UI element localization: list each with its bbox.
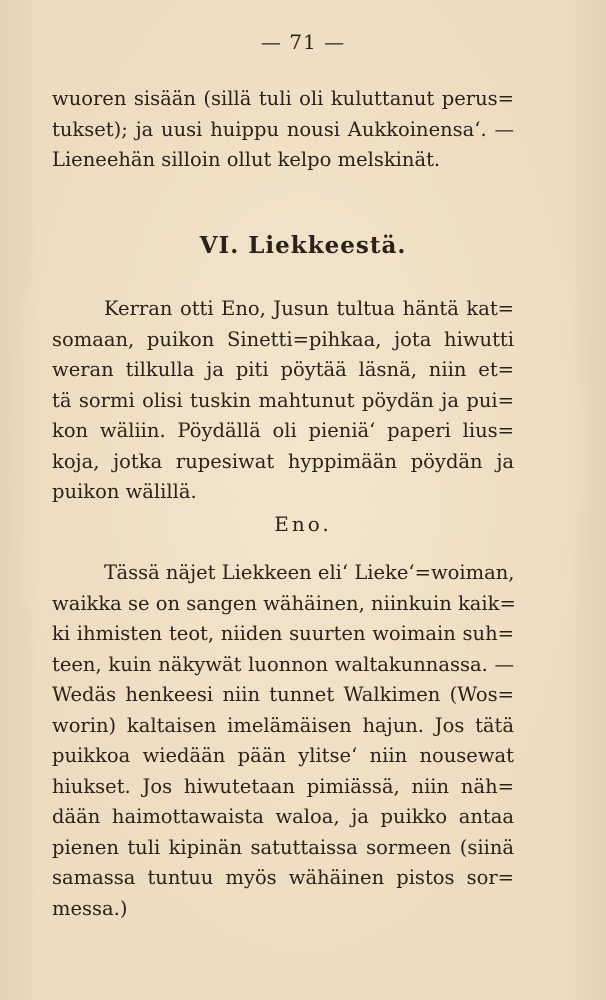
text-line: Lieneehän silloin ollut kelpo melskinät. bbox=[52, 148, 441, 171]
text-line: wuoren sisään (sillä tuli oli kuluttanut perus= bbox=[52, 87, 514, 110]
text-line: dään haimottawaista waloa, ja puikko antaa bbox=[52, 805, 514, 828]
text-line: kon wäliin. Pöydällä oli pieniä‘ paperi lius= bbox=[52, 419, 514, 442]
text-line: messa.) bbox=[52, 896, 128, 920]
section-heading: VI. Liekkeestä. bbox=[199, 232, 407, 259]
text-line: samassa tuntuu myös wähäinen pistos sor= bbox=[52, 866, 514, 889]
text-line: koja, jotka rupesiwat hyppimään pöydän ja bbox=[52, 449, 514, 473]
speaker-name: Eno. bbox=[274, 512, 332, 536]
text-line: worin) kaltaisen imelämäisen hajun. Jos tätä bbox=[52, 713, 514, 737]
text-line: puikkoa wiedään pään ylitse‘ niin nousewat bbox=[52, 744, 514, 767]
paragraph-2 bbox=[52, 558, 514, 924]
text-line: tä sormi olisi tuskin mahtunut pöydän ja pui= bbox=[52, 388, 514, 412]
text-line: pienen tuli kipinän satuttaissa sormeen (siinä bbox=[52, 835, 514, 859]
text-line: Tässä näjet Liekkeen eli‘ Lieke‘=woiman, bbox=[104, 561, 515, 584]
text-line: ki ihmisten teot, niiden suurten woimain suh= bbox=[52, 622, 514, 645]
text-line: Kerran otti Eno, Jusun tultua häntä kat= bbox=[104, 297, 514, 320]
text-line: hiukset. Jos hiwutetaan pimiässä, niin näh= bbox=[52, 774, 514, 798]
text-line: waikka se on sangen wähäinen, niinkuin kaik= bbox=[52, 591, 516, 615]
text-line: weran tilkulla ja piti pöytää läsnä, niin et= bbox=[52, 358, 514, 381]
paragraph-1 bbox=[52, 294, 514, 508]
text-line: tukset); ja uusi huippu nousi Aukkoinensa‘. — bbox=[52, 117, 514, 141]
text-line: teen, kuin näkywät luonnon waltakunnassa. — bbox=[52, 652, 514, 676]
text-line: Wedäs henkeesi niin tunnet Walkimen (Wos= bbox=[52, 683, 514, 706]
text-line: somaan, puikon Sinetti=pihkaa, jota hiwutti bbox=[52, 327, 514, 351]
intro-paragraph bbox=[52, 84, 514, 176]
page-number: — 71 — bbox=[260, 30, 346, 54]
text-line: puikon wälillä. bbox=[52, 480, 197, 503]
